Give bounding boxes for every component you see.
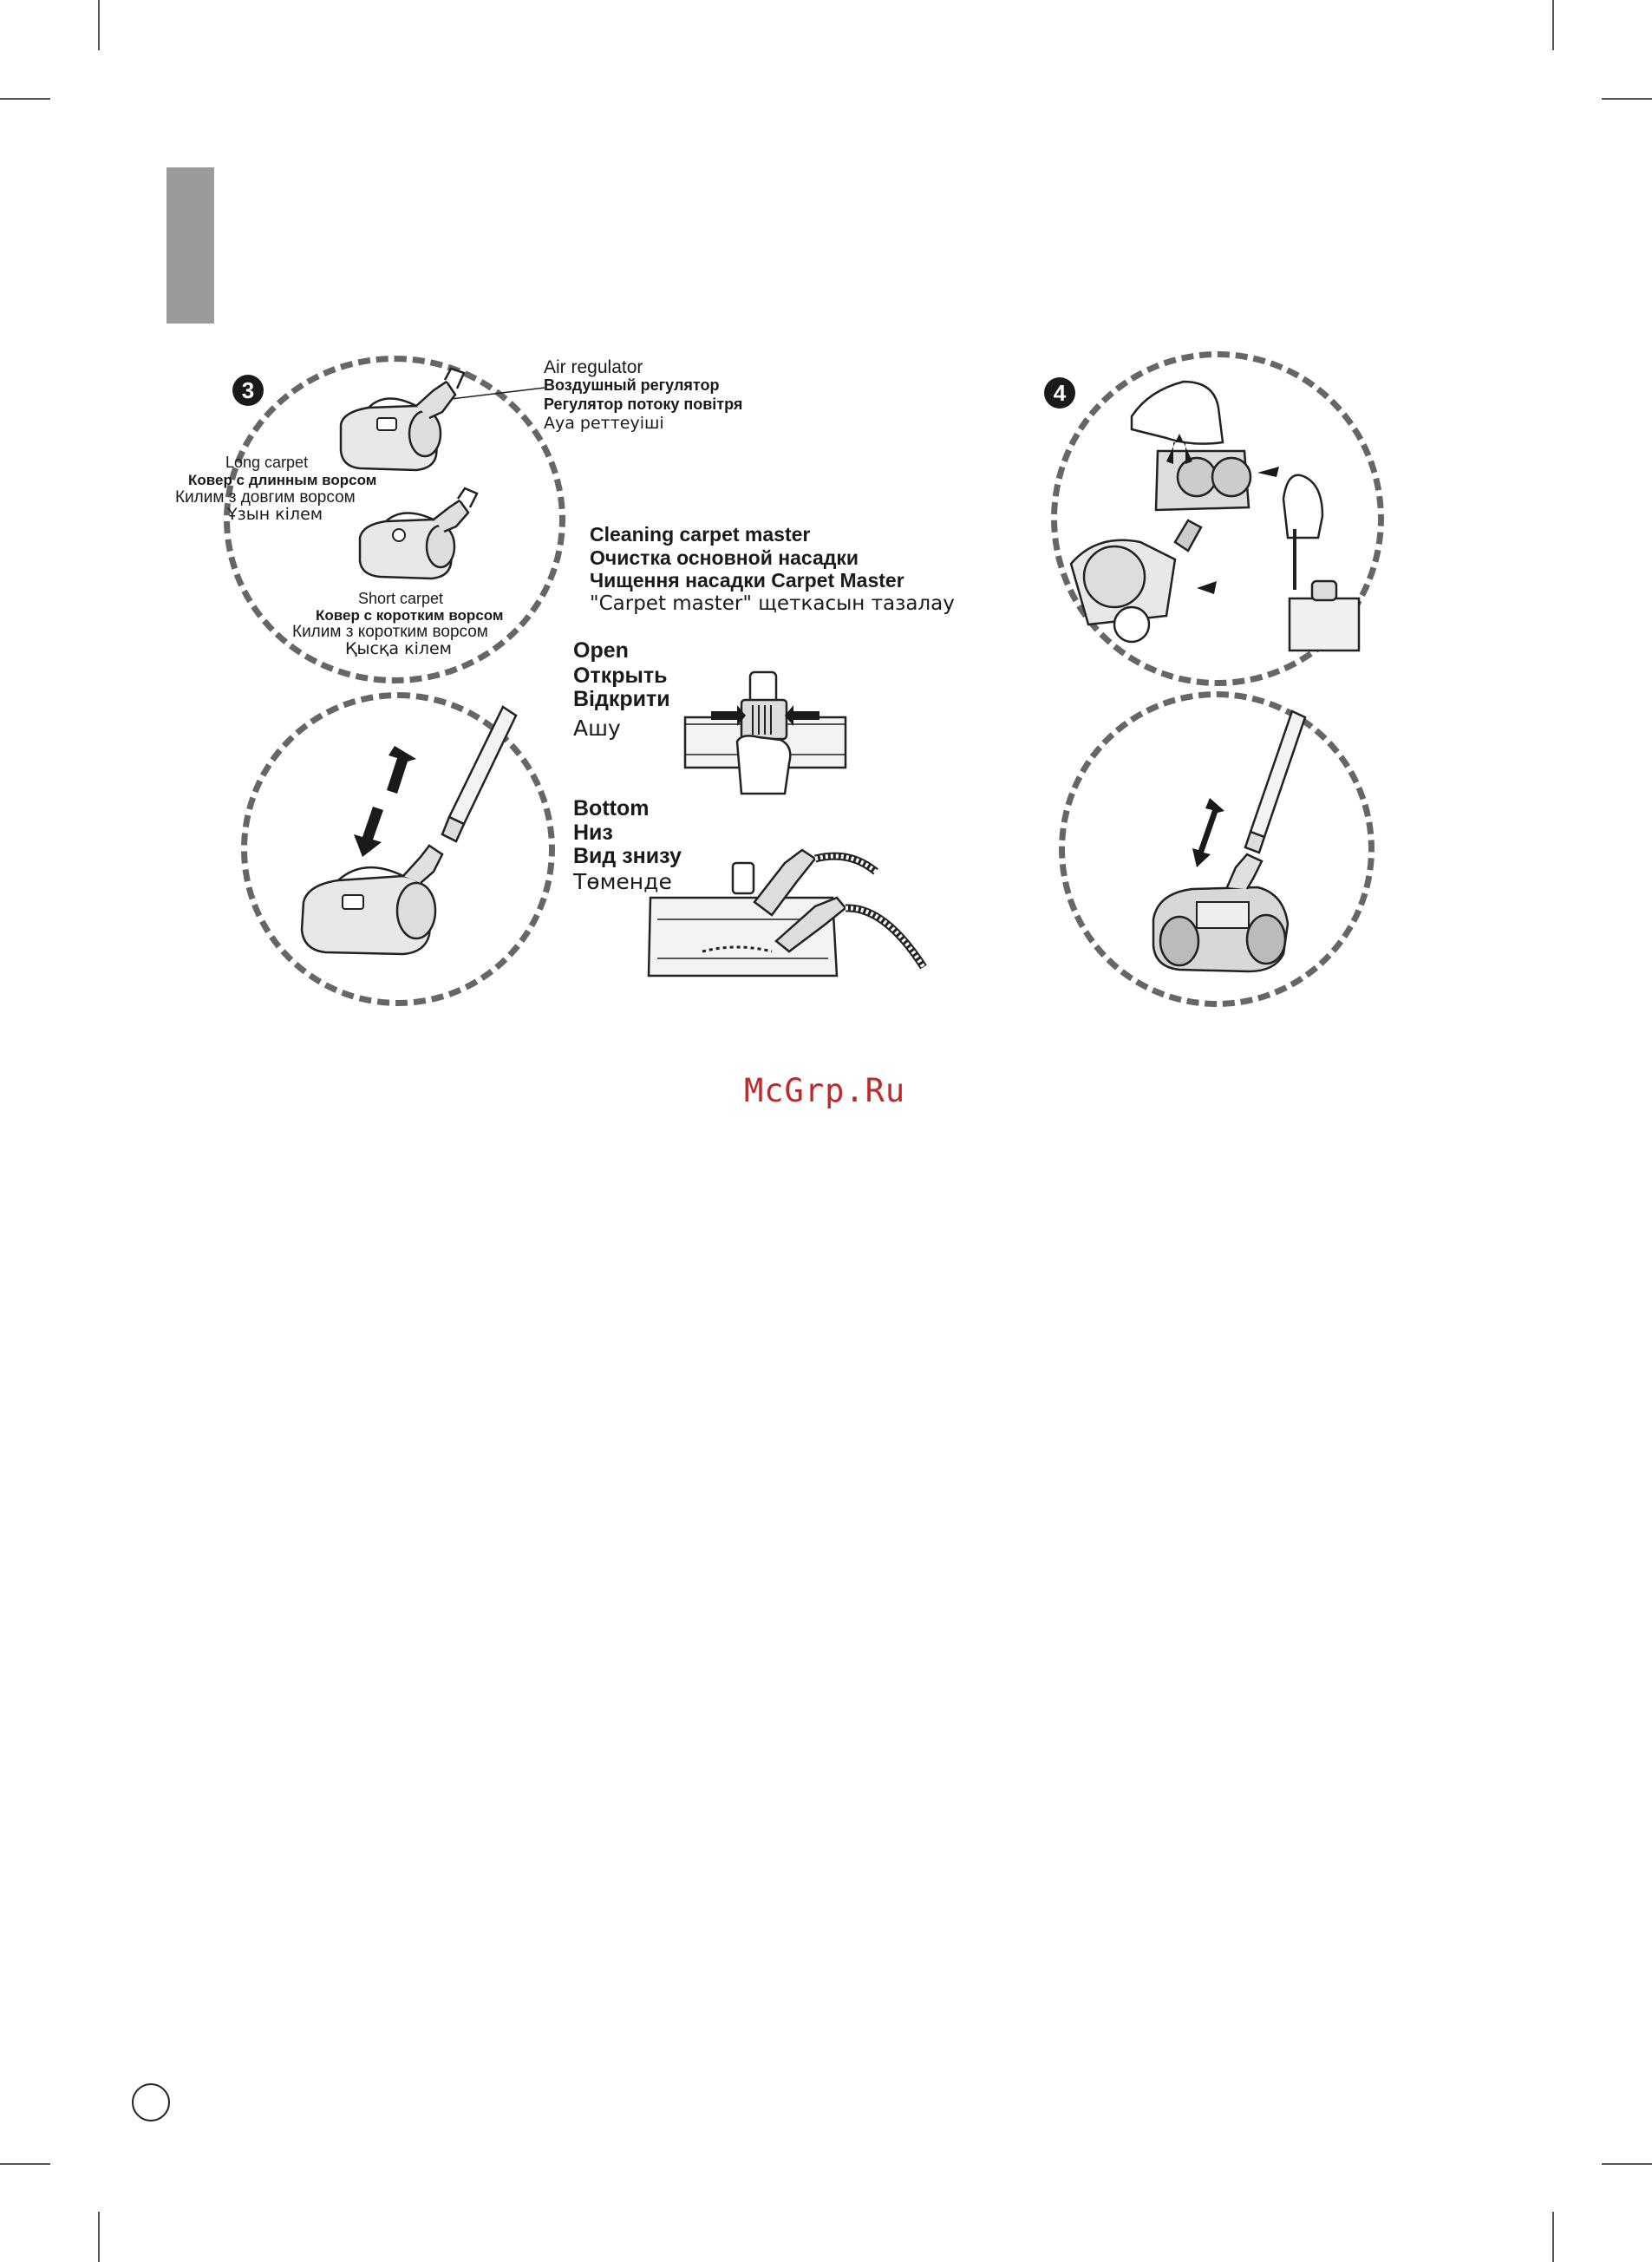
open-en: Open [573,638,629,663]
crop-mark [1552,0,1554,50]
carpet-nozzle-icon [347,481,494,594]
bottom-en: Bottom [573,796,650,820]
cleaning-uk: Чищення насадки Carpet Master [590,569,904,592]
cleaning-en: Cleaning carpet master [590,523,811,546]
bottom-uk: Вид знизу [573,844,682,868]
crop-mark [1602,2163,1652,2165]
air-regulator-ru: Воздушный регулятор [544,376,720,394]
short-carpet-en: Short carpet [358,590,444,607]
step-number-3: 3 [232,375,264,406]
short-carpet-kk: Қысқа кілем [345,639,453,658]
crop-mark [98,0,100,50]
air-regulator-kk: Ауа реттеуіші [544,414,664,433]
carpet-nozzle-icon [334,364,481,486]
short-carpet-ru: Ковер с коротким ворсом [316,607,504,624]
long-carpet-kk: Ұзын кілем [227,505,323,524]
long-carpet-ru: Ковер с длинным ворсом [188,472,377,488]
bottom-ru: Низ [573,820,613,845]
long-carpet-en: Long carpet [225,454,309,471]
wand-pipe-icon [286,703,512,989]
open-uk: Відкрити [573,687,670,711]
hose-icon [642,846,928,984]
crop-mark [0,2163,50,2165]
open-kk: Ашу [573,716,621,741]
crop-mark [1602,98,1652,100]
air-regulator-uk: Регулятор потоку повітря [544,396,743,413]
cleaning-ru: Очистка основной насадки [590,546,859,569]
open-ru: Открыть [573,664,668,688]
crop-mark [1552,2212,1554,2262]
carpet-nozzle-icon [1145,707,1318,984]
screwdriver-icon [1062,364,1374,668]
watermark: McGrp.Ru [744,1072,906,1109]
bottom-kk: Төменде [573,869,672,894]
long-carpet-uk: Килим з довгим ворсом [175,488,356,507]
section-tab [167,167,214,324]
crop-mark [0,98,50,100]
crop-mark [98,2212,100,2262]
air-regulator-en: Air regulator [544,357,643,377]
hand-icon [676,664,859,794]
step-number-4: 4 [1044,377,1075,409]
page-number-circle [132,2083,170,2121]
short-carpet-uk: Килим з коротким ворсом [292,623,488,641]
leader-line [451,386,546,403]
cleaning-kk: "Carpet master" щеткасын тазалау [590,592,955,615]
